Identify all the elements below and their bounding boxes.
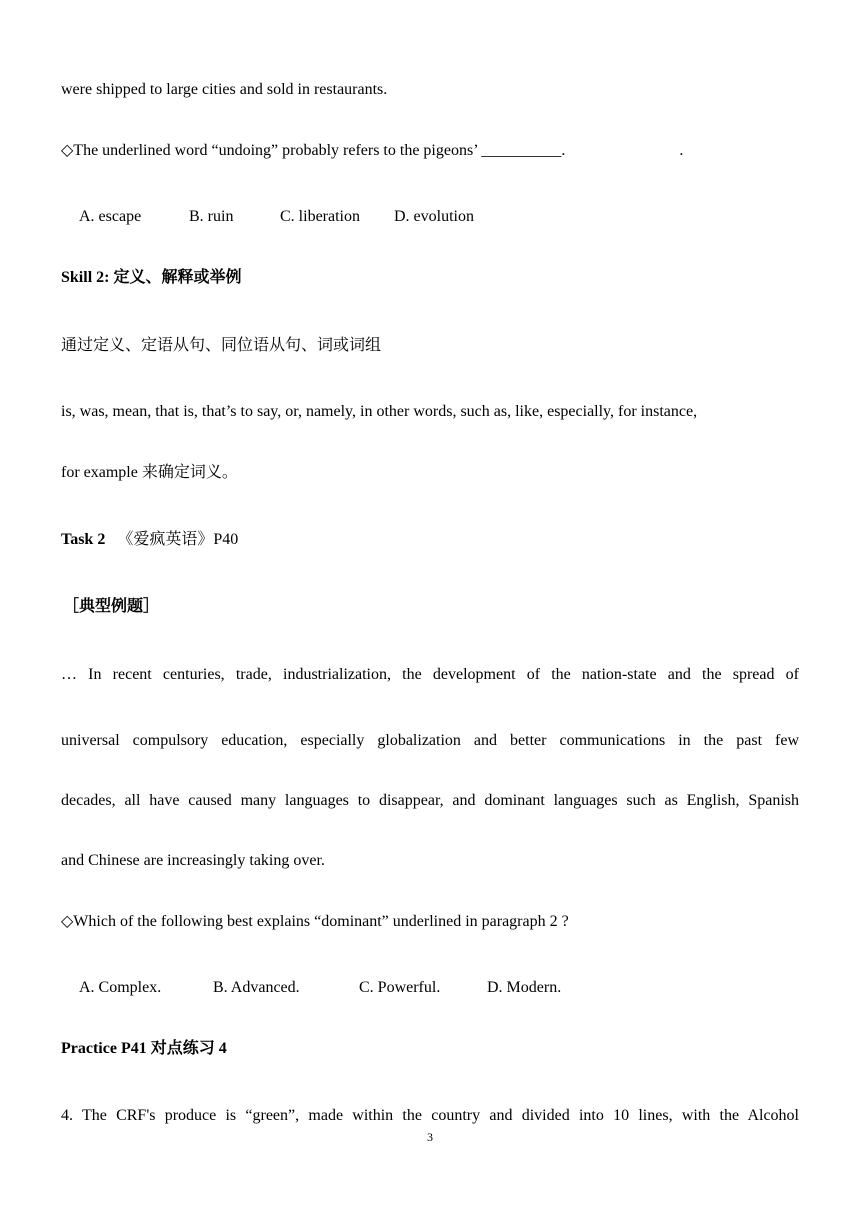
option-b: B. Advanced.	[213, 979, 300, 996]
option-c: C. liberation	[280, 208, 360, 225]
practice-line-1: 4. The CRF's produce is “green”, made within the country and divided into 10 lines, with the Alcohol	[61, 1107, 799, 1124]
passage-continuation: were shipped to large cities and sold in restaurants.	[61, 81, 388, 98]
option-a: A. escape	[79, 208, 142, 225]
option-c: C. Powerful.	[359, 979, 441, 996]
question-2-text: ◇Which of the following best explains “dominant” underlined in paragraph 2 ?	[61, 913, 569, 930]
passage-line-3: decades, all have caused many languages to disappear, and dominant languages such as English, Spanish	[61, 792, 799, 809]
example-heading: ［典型例题］	[63, 598, 160, 615]
skill-2-description: 通过定义、定语从句、同位语从句、词或词组	[61, 337, 382, 354]
question-1-text: ◇The underlined word “undoing” probably refers to the pigeons’ __________.	[61, 142, 566, 159]
passage-line-4: and Chinese are increasingly taking over.	[61, 852, 325, 869]
option-b: B. ruin	[189, 208, 234, 225]
passage-line-1: … In recent centuries, trade, industrialization, the development of the nation-state and the spread of	[61, 666, 799, 683]
skill-2-signal-words-end: for example 来确定词义。	[61, 464, 238, 481]
task-2-label: Task 2	[61, 531, 106, 548]
option-a: A. Complex.	[79, 979, 162, 996]
passage-line-2: universal compulsory education, especially globalization and better communications in the past few	[61, 732, 799, 749]
task-2-source: 《爱疯英语》P40	[117, 531, 239, 548]
skill-2-heading: Skill 2: 定义、解释或举例	[61, 269, 242, 286]
option-d: D. evolution	[394, 208, 474, 225]
question-1-trailing: .	[679, 142, 684, 159]
practice-heading: Practice P41 对点练习 4	[61, 1040, 227, 1057]
page-number: 3	[427, 1130, 433, 1144]
question-1-options	[79, 207, 474, 227]
task-2-heading	[61, 530, 238, 550]
skill-2-signal-words: is, was, mean, that is, that’s to say, or, namely, in other words, such as, like, especially, for instance,	[61, 403, 698, 420]
question-2-options	[79, 978, 561, 998]
option-d: D. Modern.	[487, 979, 562, 996]
question-1	[61, 141, 683, 161]
